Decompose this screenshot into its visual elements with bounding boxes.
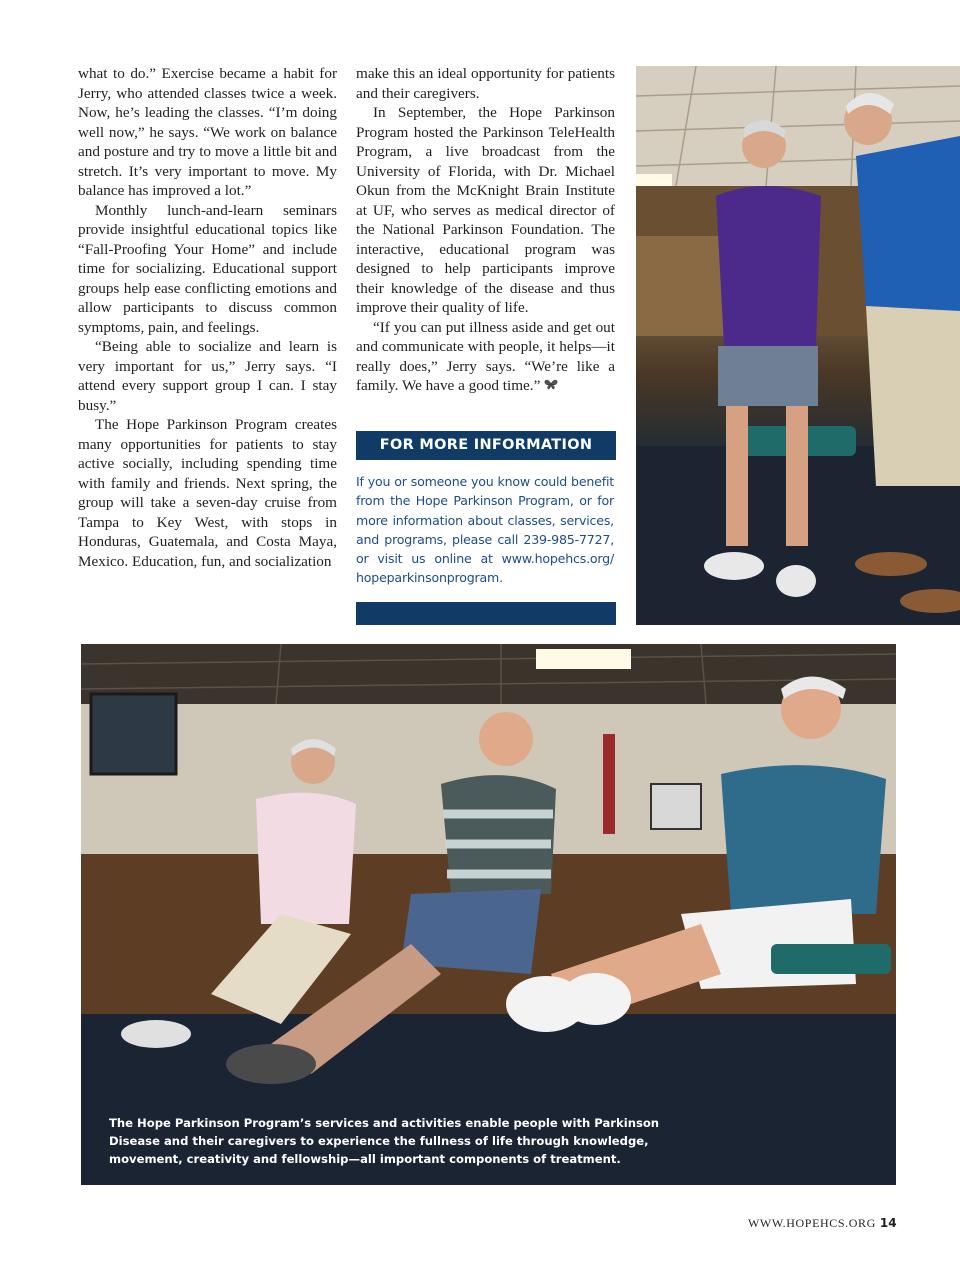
info-box-header — [356, 431, 616, 460]
page-footer — [748, 1216, 896, 1231]
info-box-footer-bar — [356, 602, 616, 625]
footer-website: WWW.HOPEHCS.ORG — [748, 1216, 876, 1230]
paragraph: The Hope Parkinson Program creates many opportunities for patients to stay active socially, including spending time with family and friends. Next spring, the group will take a seven-day cruise from Tampa to Key West, with stops in Honduras, Guatemala, and Costa Maya, Mexico. Education, fun, and socialization — [78, 416, 337, 570]
page-number: 14 — [879, 1216, 897, 1230]
article-column-1 — [78, 64, 337, 571]
paragraph — [356, 318, 615, 396]
info-box-title: FOR MORE INFORMATION — [379, 437, 593, 453]
paragraph: Monthly lunch-and-learn seminars provide insightful educational topics like “Fall-Proofing Your Home” and include time for socializing. Educational support groups help ease conflicting emotions and allow participants to discuss common symptoms, pain, and feelings. — [78, 201, 337, 336]
info-box-body: If you or someone you know could benefit from the Hope Parkinson Program, or for more information about classes, services, and programs, please call 239-985-7727, or visit us online at www.hopehcs.org/ hopeparkinsonprogram. — [356, 474, 614, 586]
paragraph: In September, the Hope Parkinson Program hosted the Parkinson TeleHealth Program, a live broadcast from the University of Florida, with Dr. Michael Okun from the McKnight Brain Institute at UF, who serves as medical director of the National Parkinson Foundation. The interactive, educational program was designed to help participants improve their knowledge of the disease and thus improve their quality of life. — [356, 104, 615, 316]
paragraph: make this an ideal opportunity for patients and their caregivers. — [356, 65, 615, 102]
butterfly-icon — [544, 377, 558, 394]
exercise-photo-standing — [636, 66, 960, 625]
article-column-2 — [356, 64, 615, 396]
paragraph: “Being able to socialize and learn is very important for us,” Jerry says. “I attend every support group I can. I stay busy.” — [78, 338, 337, 414]
paragraph-text: “If you can put illness aside and get out and communicate with people, it helps—it really does,” Jerry says. “We’re like a family. We have a good time.” — [356, 318, 615, 394]
photo-caption: The Hope Parkinson Program’s services and activities enable people with Parkinson Disease and their caregivers to experience the fullness of life through knowledge, movement, creativity and fellowship—all important components of treatment. — [109, 1116, 660, 1166]
paragraph: what to do.” Exercise became a habit for Jerry, who attended classes twice a week. Now, he’s leading the classes. “I’m doing well now,” he says. “We work on balance and posture and try to move a little bit and stretch. It’s very important to move. My balance has improved a lot.” — [78, 65, 337, 199]
exercise-photo-seated-group — [81, 644, 896, 1185]
